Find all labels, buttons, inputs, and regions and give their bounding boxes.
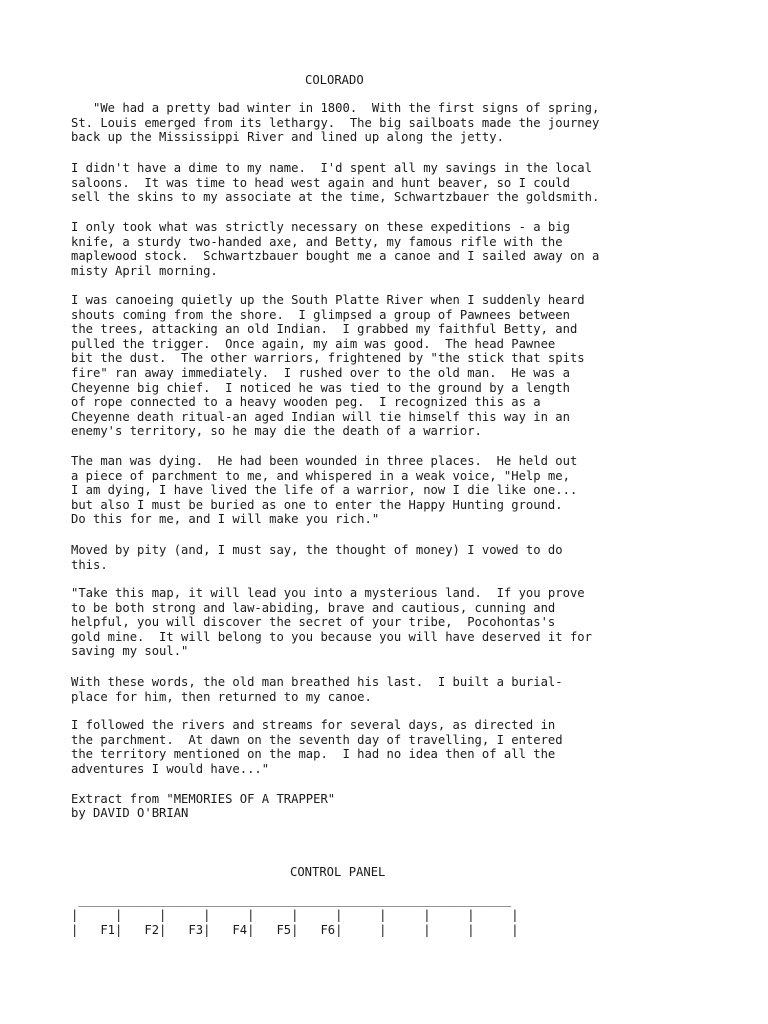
paragraph-4: I was canoeing quietly up the South Platte River when I suddenly heard shouts coming from the shore. I glimpsed a group of Pawnees between the trees, attacking an old Indian. I grabbed my faithful Betty, and pulled the trigger. Once again, my aim was good. The head Pawnee bit the dust. The other warriors, frightened by "the stick that spits fire" ran away immediately. I rushed over to the old man. He was a Cheyenne big chief. I noticed he was tied to the ground by a length of rope connected to a heavy wooden peg. I recognized this as a Cheyenne death ritual-an aged Indian will tie himself this way in an enemy's territory, so he may die the death of a warrior. — [71, 293, 585, 439]
paragraph-9: I followed the rivers and streams for several days, as directed in the parchment. At dawn on the seventh day of travelling, I entered the territory mentioned on the map. I had no idea then of all the adventures I would have..." — [71, 718, 563, 776]
paragraph-3: I only took what was strictly necessary on these expeditions - a big knife, a sturdy two-handed axe, and Betty, my famous rifle with the maplewood stock. Schwartzbauer bought me a canoe and I sailed away on a misty April morning. — [71, 220, 600, 278]
credit-source: Extract from "MEMORIES OF A TRAPPER" — [71, 792, 336, 806]
paragraph-8: With these words, the old man breathed his last. I built a burial- place for him, then returned to my canoe. — [71, 675, 563, 704]
paragraph-7: "Take this map, it will lead you into a mysterious land. If you prove to be both strong and law-abiding, brave and cautious, cunning and helpful, you will discover the secret of your tribe, Pocohontas's gold mine. It will belong to you because you will have deserved it for saving my soul." — [71, 586, 592, 659]
control-panel-row-1: | | | | | | | | | | | — [71, 908, 519, 922]
control-panel-title: CONTROL PANEL — [290, 865, 386, 879]
control-panel-function-keys: | F1| F2| F3| F4| F5| F6| | | | | — [71, 923, 519, 937]
paragraph-1: "We had a pretty bad winter in 1800. With the first signs of spring, St. Louis emerged from its lethargy. The big sailboats made the journey back up the Mississippi River and lined up along the jetty. — [71, 101, 600, 145]
control-panel-top-border: ___________________________________________________________ — [71, 893, 512, 907]
paragraph-2: I didn't have a dime to my name. I'd spent all my savings in the local saloons. It was time to head west again and hunt beaver, so I could sell the skins to my associate at the time, Schwartzbauer the goldsmith. — [71, 161, 600, 205]
document-title: COLORADO — [305, 73, 364, 87]
paragraph-6: Moved by pity (and, I must say, the thought of money) I vowed to do this. — [71, 543, 563, 572]
paragraph-5: The man was dying. He had been wounded in three places. He held out a piece of parchment to me, and whispered in a weak voice, "Help me, I am dying, I have lived the life of a warrior, now I die like one... but also I must be buried as one to enter the Happy Hunting ground. Do this for me, and I will make you rich." — [71, 454, 578, 527]
credit-author: by DAVID O'BRIAN — [71, 806, 189, 820]
